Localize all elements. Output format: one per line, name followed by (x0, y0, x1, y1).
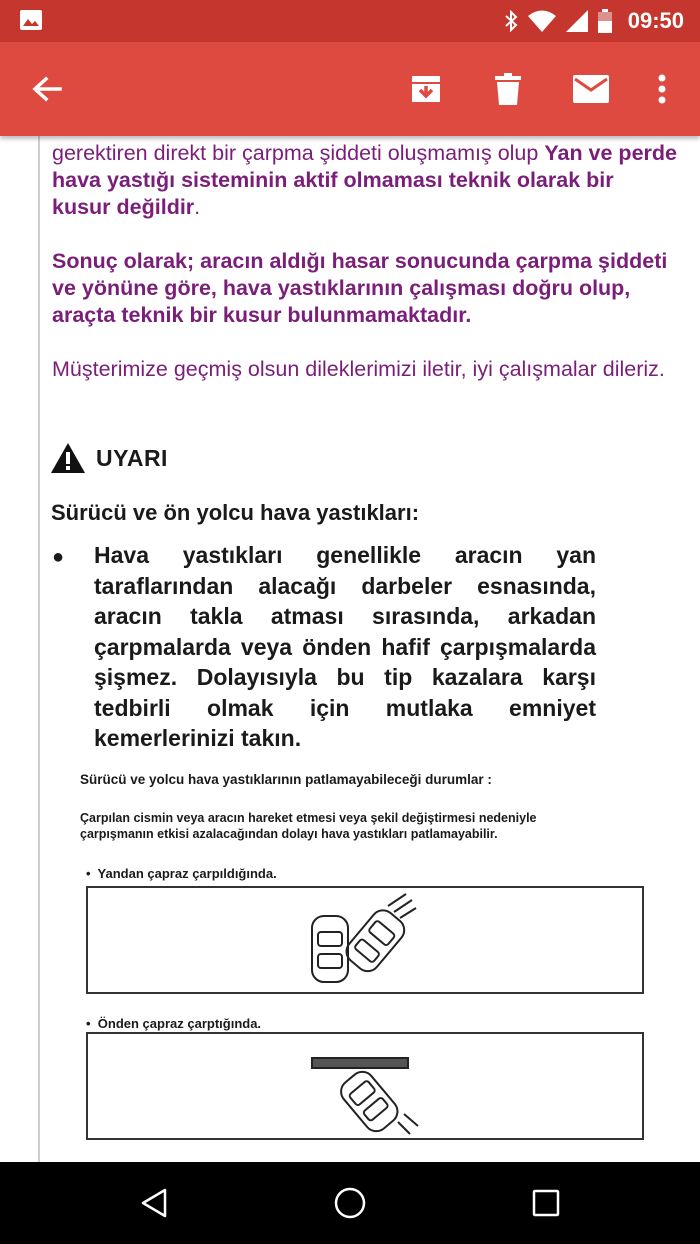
archive-icon (409, 73, 443, 105)
nav-home-button[interactable] (320, 1162, 380, 1244)
bluetooth-icon (504, 10, 518, 32)
case-label-text: Önden çapraz çarptığında. (97, 1016, 262, 1031)
message-paragraph-1 (52, 140, 677, 221)
paragraph-text: gerektiren direkt bir çarpma şiddeti oluşmamış olup (52, 141, 545, 165)
archive-button[interactable] (398, 42, 454, 136)
paragraph-text: Müşterimize geçmiş olsun dileklerimizi iletir, iyi çalışmalar dileriz. (52, 357, 665, 381)
image-icon (20, 10, 42, 30)
message-body (0, 136, 700, 1162)
more-options-button[interactable] (640, 42, 684, 136)
case-label-2: • Önden çapraz çarptığında. (86, 1016, 262, 1031)
paragraph-end: . (194, 195, 201, 219)
back-arrow-icon (32, 76, 62, 102)
side-collision-illustration (88, 888, 642, 992)
back-button[interactable] (20, 42, 74, 136)
status-bar (0, 0, 700, 42)
message-paragraph-3 (52, 356, 677, 383)
delete-icon (495, 73, 521, 105)
case-illustration-box-2 (86, 1032, 644, 1140)
wifi-icon (528, 10, 556, 32)
quote-divider (38, 136, 40, 1162)
paragraph-bold-text: Yan ve perde hava yastığı sisteminin aktif olmaması teknik olarak bir kusur değildir (52, 141, 677, 219)
nav-back-button[interactable] (124, 1162, 184, 1244)
signal-icon (566, 10, 588, 32)
warning-title: UYARI (96, 444, 168, 471)
warning-header (50, 442, 168, 474)
more-vert-icon (658, 74, 666, 104)
nav-recents-button[interactable] (516, 1162, 576, 1244)
front-collision-illustration (88, 1034, 642, 1138)
message-paragraph-2 (52, 248, 677, 329)
case-illustration-box-1 (86, 886, 644, 994)
delete-button[interactable] (480, 42, 536, 136)
back-triangle-icon (140, 1188, 168, 1218)
airbag-conditions-heading: Sürücü ve yolcu hava yastıklarının patlamayabileceği durumlar : (80, 772, 492, 787)
home-circle-icon (333, 1186, 367, 1220)
clock: 09:50 (627, 8, 684, 33)
system-nav-bar (0, 1162, 700, 1244)
warning-bullet-text: Hava yastıkları genellikle aracın yan taraflarından alacağı darbeler esnasında, aracın takla atması sırasında, arkadan çarpmalarda veya önden hafif çarpışmalarda şişmez. Dolayısıyla bu tip kazalara karşı tedbirli olmak için mutlaka emniyet kemerlerinizi takın. (94, 542, 596, 751)
airbag-conditions-paragraph: Çarpılan cismin veya aracın hareket etmesi veya şekil değiştirmesi nedeniyle çarpışmanın etkisi azalacağından dolayı hava yastıkları patlamayabilir. (80, 811, 537, 841)
mail-icon (573, 75, 609, 103)
recents-square-icon (532, 1189, 560, 1217)
case-label-text: Yandan çapraz çarpıldığında. (97, 866, 277, 881)
warning-triangle-icon (50, 442, 86, 474)
battery-icon (598, 9, 612, 33)
paragraph-bold-text: Sonuç olarak; aracın aldığı hasar sonucunda çarpma şiddeti ve yönüne göre, hava yastıklarının çalışması doğru olup, araçta teknik bir kusur bulunmamaktadır. (52, 249, 668, 327)
app-bar (0, 42, 700, 136)
mark-unread-button[interactable] (562, 42, 620, 136)
case-label-1: • Yandan çapraz çarpıldığında. (86, 866, 277, 881)
section-subheading: Sürücü ve ön yolcu hava yastıkları: (51, 500, 420, 525)
bullet-dot: ● (52, 546, 65, 568)
